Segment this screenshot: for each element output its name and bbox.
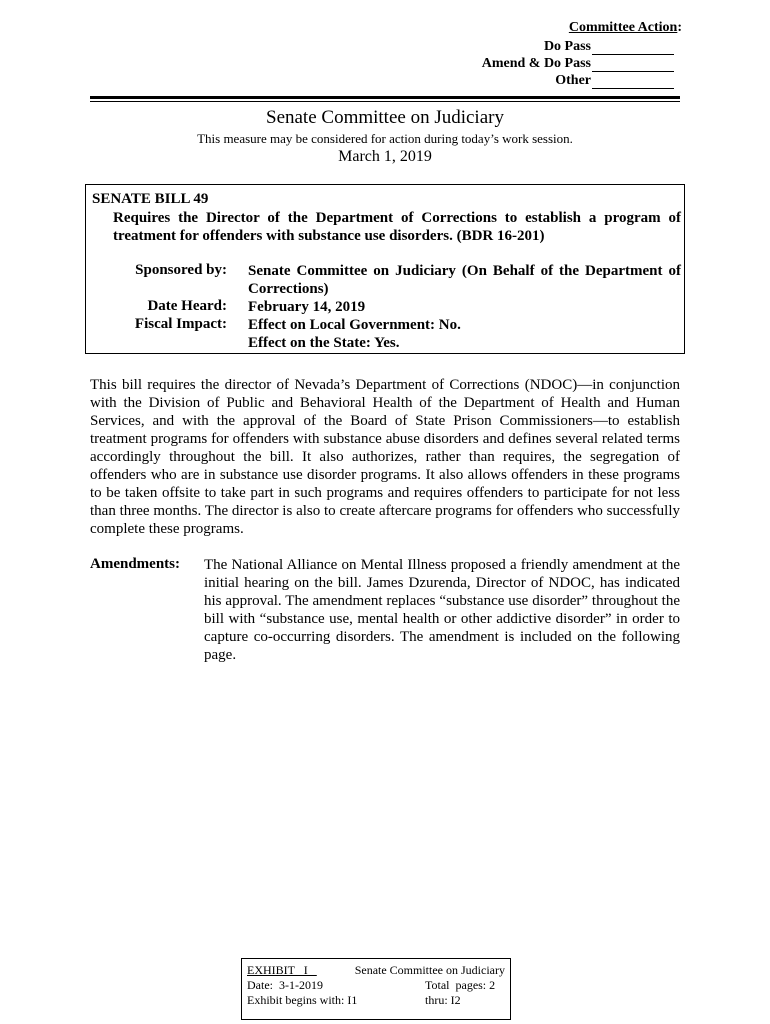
committee-name: Senate Committee on Judiciary [266, 107, 504, 128]
committee-action-heading: Committee Action [568, 20, 678, 35]
hearing-date: March 1, 2019 [338, 148, 432, 165]
bill-number: SENATE BILL 49 [92, 191, 209, 207]
do-pass-label: Do Pass [543, 39, 591, 54]
header-rule-thin [90, 101, 680, 102]
sponsored-by-label: Sponsored by: [135, 262, 227, 278]
sponsored-by-value: Senate Committee on Judiciary (On Behalf of the Department of Corrections) [248, 263, 681, 297]
exhibit-date: Date: 3-1-2019 [247, 978, 323, 992]
fiscal-local-government: Effect on Local Government: No. [248, 317, 461, 333]
amendments-label: Amendments: [90, 556, 180, 572]
exhibit-row-1 [247, 963, 505, 978]
exhibit-thru: thru: I2 [425, 993, 461, 1007]
exhibit-row-2 [247, 978, 505, 993]
exhibit-begins: Exhibit begins with: I1 [247, 993, 358, 1007]
do-pass-line [544, 39, 674, 55]
do-pass-blank [592, 42, 674, 55]
other-line [555, 73, 674, 89]
work-session-notice: This measure may be considered for action during today’s work session. [197, 131, 573, 146]
exhibit-stamp [241, 958, 511, 1020]
amend-do-pass-blank [592, 59, 674, 72]
date-heard-value: February 14, 2019 [248, 299, 366, 315]
bill-summary-paragraph: This bill requires the director of Nevada’s Department of Corrections (NDOC)—in conjunction with the Division of Public and Behavioral Health of the Department of Health and Human Services, and with the approval of the Board of State Prison Commissioners—to establish treatment programs for offenders with substance abuse disorders and defines several related terms accordingly throughout the bill. It also authorizes, rather than requires, the segregation of offenders who are in substance use disorder programs. It also allows offenders in these programs to be taken offsite to take part in such programs and requires offenders to participate for not less than three months. The director is also to create aftercare programs for offenders who successfully complete these programs. [90, 377, 680, 537]
committee-action-title [569, 20, 682, 36]
amend-do-pass-label: Amend & Do Pass [481, 56, 591, 71]
exhibit-total-pages: Total pages: 2 [425, 978, 496, 992]
committee-action-colon: : [677, 20, 682, 35]
other-label: Other [555, 73, 591, 88]
fiscal-state: Effect on the State: Yes. [248, 335, 400, 351]
fiscal-impact-label: Fiscal Impact: [134, 316, 227, 332]
amend-do-pass-line [482, 56, 674, 72]
amendments-text: The National Alliance on Mental Illness proposed a friendly amendment at the initial hearing on the bill. James Dzurenda, Director of NDOC, has indicated his approval. The amendment replaces “substance use disorder” throughout the bill with “substance use, mental health or other addictive disorder” in order to capture co-occurring disorders. The amendment is included on the following page. [204, 557, 680, 663]
other-blank [592, 76, 674, 89]
exhibit-label [247, 963, 317, 978]
header-rule-thick [90, 96, 680, 99]
exhibit-id: EXHIBIT I [247, 963, 317, 977]
exhibit-committee: Senate Committee on Judiciary [354, 963, 505, 977]
fiscal-impact-value [248, 316, 681, 352]
date-heard-label: Date Heard: [147, 298, 227, 314]
exhibit-row-3 [247, 993, 505, 1008]
bill-description: Requires the Director of the Department of Corrections to establish a program of treatment for offenders with substance use disorders. (BDR 16-201) [113, 210, 681, 244]
